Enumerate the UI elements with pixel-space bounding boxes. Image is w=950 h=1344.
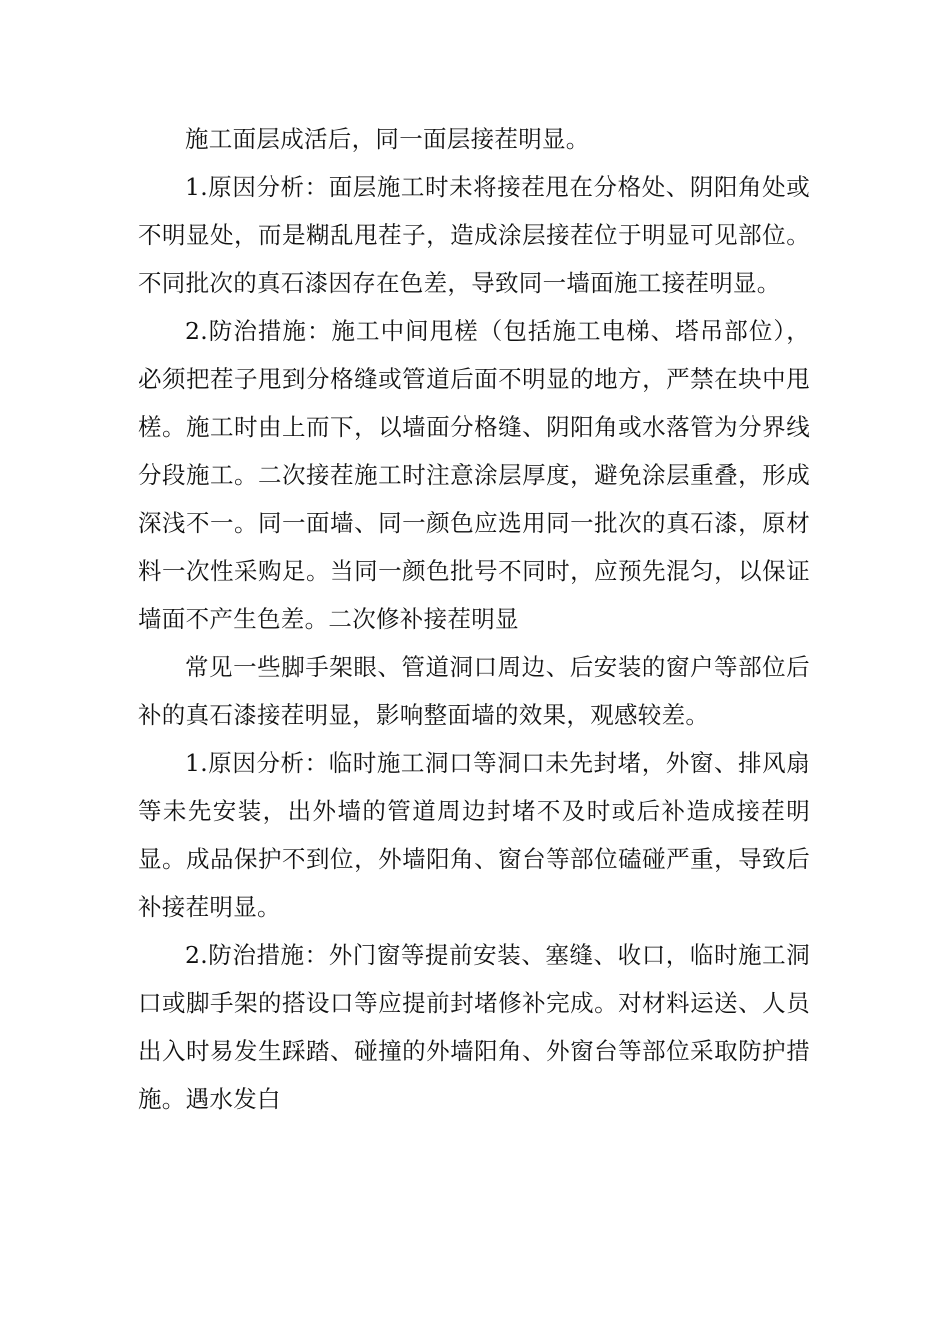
paragraph-common-issue: 常见一些脚手架眼、管道洞口周边、后安装的窗户等部位后补的真石漆接茬明显，影响整面墙的效果，观感较差。 <box>138 653 810 729</box>
paragraph-cause-analysis-2: 1.原因分析：临时施工洞口等洞口未先封堵，外窗、排风扇等未先安装，出外墙的管道周边封堵不及时或后补造成接茬明显。成品保护不到位，外墙阳角、窗台等部位磕碰严重，导致后补接茬明显。 <box>138 749 810 921</box>
paragraph-intro: 施工面层成活后，同一面层接茬明显。 <box>185 125 590 153</box>
paragraph-cause-analysis-1: 1.原因分析：面层施工时未将接茬甩在分格处、阴阳角处或不明显处，而是糊乱甩茬子，造成涂层接茬位于明显可见部位。不同批次的真石漆因存在色差，导致同一墙面施工接茬明显。 <box>138 173 810 297</box>
paragraph-prevention-2: 2.防治措施：外门窗等提前安装、塞缝、收口，临时施工洞口或脚手架的搭设口等应提前封堵修补完成。对材料运送、人员出入时易发生踩踏、碰撞的外墙阳角、外窗台等部位采取防护措施。遇水发白 <box>138 941 810 1113</box>
paragraph-prevention-1: 2.防治措施：施工中间甩槎（包括施工电梯、塔吊部位），必须把茬子甩到分格缝或管道后面不明显的地方，严禁在块中甩槎。施工时由上而下，以墙面分格缝、阴阳角或水落管为分界线分段施工。二次接茬施工时注意涂层厚度，避免涂层重叠，形成深浅不一。同一面墙、同一颜色应选用同一批次的真石漆，原材料一次性采购足。当同一颜色批号不同时，应预先混匀，以保证墙面不产生色差。二次修补接茬明显 <box>138 317 810 633</box>
document-body <box>138 115 810 1123</box>
